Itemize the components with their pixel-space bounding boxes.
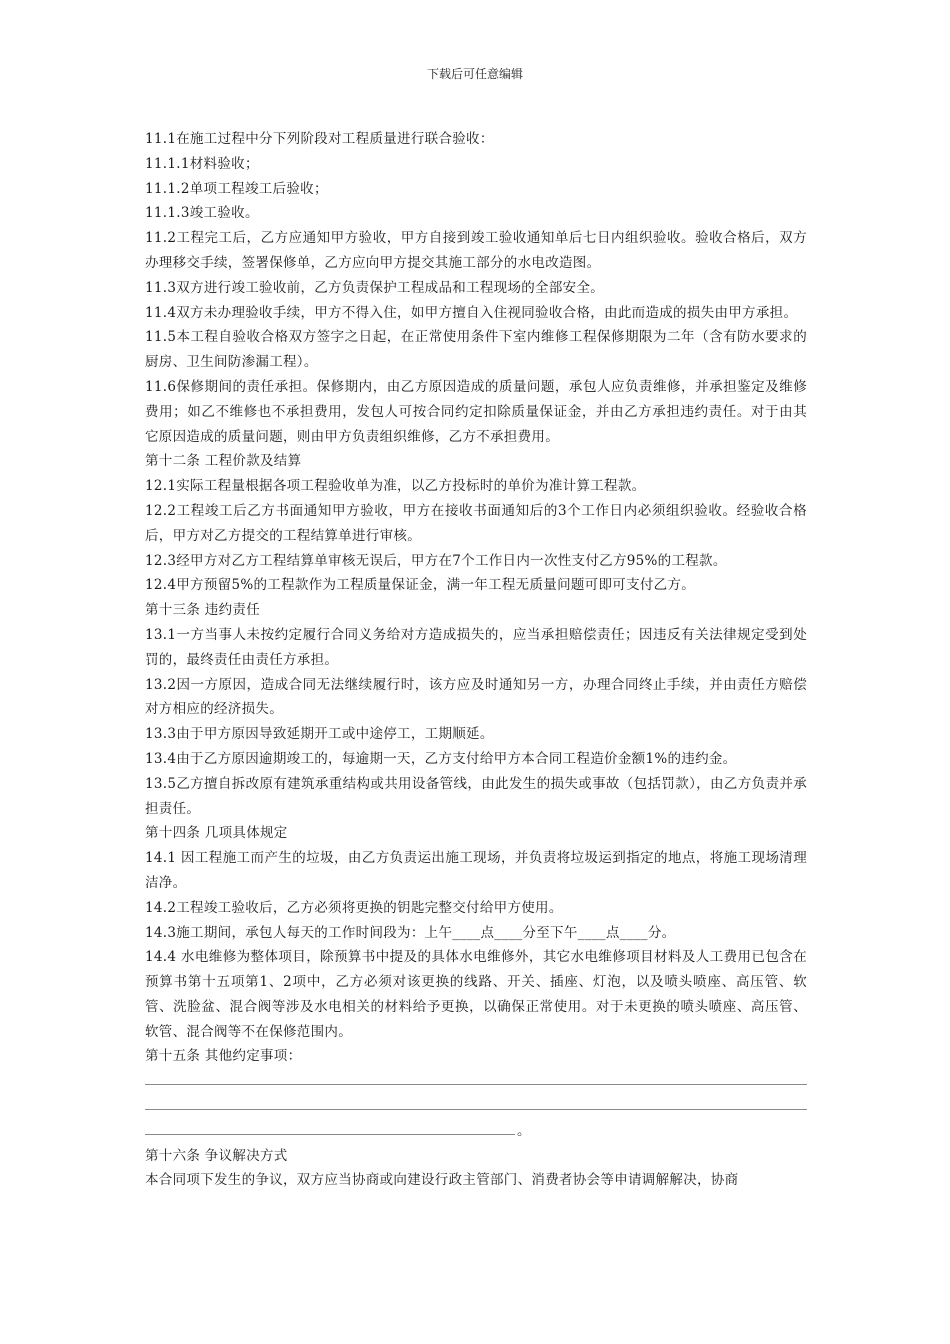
clause-14-1: 14.1 因工程施工而产生的垃圾，由乙方负责运出施工现场，并负责将垃圾运到指定的地点，将施工现场清理洁净。 [145, 850, 807, 891]
clause-11-1-3: 11.1.3竣工验收。 [145, 205, 259, 222]
article-14-heading: 第十四条 几项具体规定 [145, 825, 288, 842]
clause-13-3: 13.3由于甲方原因导致延期开工或中途停工，工期顺延。 [145, 726, 494, 743]
clause-12-2: 12.2工程竣工后乙方书面通知甲方验收，甲方在接收书面通知后的3个工作日内必须组织验收。经验收合格后，甲方对乙方提交的工程结算单进行审核。 [145, 502, 807, 544]
underline-rule [145, 1109, 807, 1110]
page-header: 下载后可任意编辑 [426, 67, 523, 81]
article-13-heading: 第十三条 违约责任 [145, 602, 260, 619]
clause-11-1: 11.1在施工过程中分下列阶段对工程质量进行联合验收： [145, 131, 494, 147]
article-12-heading: 第十二条 工程价款及结算 [145, 453, 302, 470]
document-body [145, 127, 807, 1193]
clause-11-6: 11.6保修期间的责任承担。保修期内，由乙方原因造成的质量问题，承包人应负责维修，并承担鉴定及维修费用；如乙不维修也不承担费用，发包人可按合同约定扣除质量保证金，并由乙方承担违约责任。对于由其它原因造成的质量问题，则由甲方负责组织维修，乙方不承担费用。 [145, 378, 807, 445]
blank-fill-line [145, 1119, 807, 1144]
clause-12-4: 12.4甲方预留5%的工程款作为工程质量保证金，满一年工程无质量问题可即可支付乙方。 [145, 577, 696, 594]
clause-12-1: 12.1实际工程量根据各项工程验收单为准，以乙方投标时的单价为准计算工程款。 [145, 478, 646, 495]
clause-11-5: 11.5本工程自验收合格双方签字之日起，在正常使用条件下室内维修工程保修期限为二年（含有防水要求的厨房、卫生间防渗漏工程）。 [145, 329, 807, 371]
blank-fill-line [145, 1069, 807, 1094]
clause-14-2: 14.2工程竣工验收后，乙方必须将更换的钥匙完整交付给甲方使用。 [145, 899, 563, 916]
blank-line-end-mark: 。 [517, 1122, 531, 1139]
clause-11-4: 11.4双方未办理验收手续，甲方不得入住，如甲方擅自入住视同验收合格，由此而造成的损失由甲方承担。 [145, 304, 798, 321]
clause-11-1-2: 11.1.2单项工程竣工后验收； [145, 180, 328, 197]
article-16-heading: 第十六条 争议解决方式 [145, 1147, 288, 1164]
clause-13-2: 13.2因一方原因，造成合同无法继续履行时，该方应及时通知另一方，办理合同终止手续，并由责任方赔偿对方相应的经济损失。 [145, 676, 807, 718]
underline-rule [145, 1084, 807, 1085]
clause-14-4: 14.4 水电维修为整体项目，除预算书中提及的具体水电维修外，其它水电维修项目材料及人工费用已包含在预算书第十五项第1、2项中，乙方必须对该更换的线路、开关、插座、灯泡，以及喷头喷座、高压管、软管、洗脸盆、混合阀等涉及水电相关的材料给予更换，以确保正常使用。对于未更换的喷头喷座、高压管、软管、混合阀等不在保修范围内。 [145, 949, 807, 1040]
clause-13-5: 13.5乙方擅自拆改原有建筑承重结构或共用设备管线，由此发生的损失或事故（包括罚款），由乙方负责并承担责任。 [145, 775, 807, 817]
clause-12-3: 12.3经甲方对乙方工程结算单审核无误后，甲方在7个工作日内一次性支付乙方95%的工程款。 [145, 552, 727, 569]
blank-fill-line [145, 1094, 807, 1119]
clause-14-3: 14.3施工期间，承包人每天的工作时间段为：上午____点____分至下午____点____分。 [145, 924, 676, 941]
clause-13-1: 13.1一方当事人未按约定履行合同义务给对方造成损失的，应当承担赔偿责任；因违反有关法律规定受到处罚的，最终责任由责任方承担。 [145, 626, 807, 668]
clause-16-body: 本合同项下发生的争议，双方应当协商或向建设行政主管部门、消费者协会等申请调解解决，协商 [145, 1172, 739, 1189]
clause-13-4: 13.4由于乙方原因逾期竣工的，每逾期一天，乙方支付给甲方本合同工程造价金额1%的违约金。 [145, 750, 737, 767]
article-15-heading: 第十五条 其他约定事项： [145, 1048, 302, 1065]
clause-11-2: 11.2工程完工后，乙方应通知甲方验收，甲方自接到竣工验收通知单后七日内组织验收。验收合格后，双方办理移交手续，签署保修单，乙方应向甲方提交其施工部分的水电改造图。 [145, 230, 807, 271]
clause-11-3: 11.3双方进行竣工验收前，乙方负责保护工程成品和工程现场的全部安全。 [145, 279, 605, 296]
underline-rule [145, 1134, 515, 1135]
clause-11-1-1: 11.1.1材料验收； [145, 155, 259, 172]
